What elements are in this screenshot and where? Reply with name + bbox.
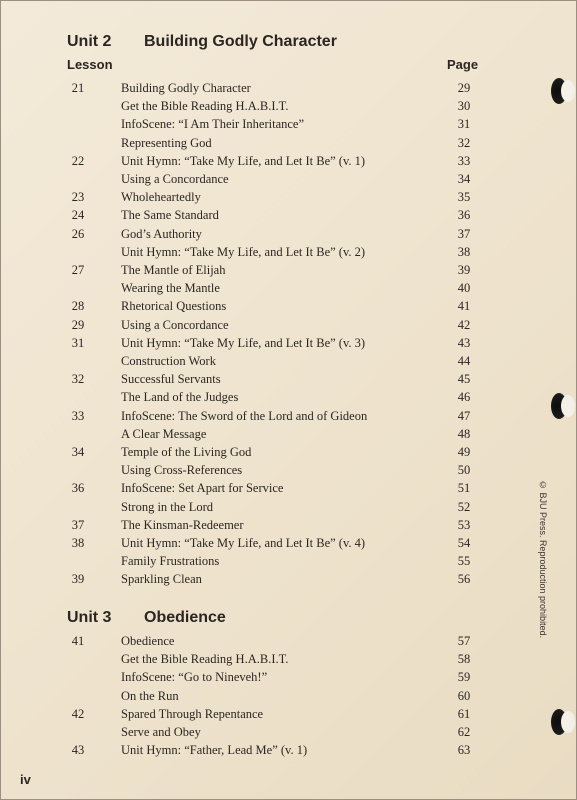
lesson-number: 32	[71, 372, 85, 387]
entry-title: Sparkling Clean	[121, 572, 202, 587]
lesson-number: 33	[71, 408, 85, 423]
toc-entry	[0, 170, 577, 188]
toc-entry	[0, 705, 577, 723]
entry-page: 63	[457, 743, 471, 758]
entry-title: Rhetorical Questions	[121, 299, 227, 314]
entry-title: Unit Hymn: “Take My Life, and Let It Be” (v. 3)	[121, 335, 366, 350]
entry-page: 37	[457, 226, 471, 241]
copyright-notice: © BJU Press. Reproduction prohibited.	[538, 480, 548, 639]
toc-entry	[0, 632, 577, 650]
toc-entry	[0, 243, 577, 261]
lesson-number: 34	[71, 445, 85, 459]
entry-title: Representing God	[121, 135, 212, 150]
toc-entry	[0, 134, 577, 152]
lesson-number: 26	[71, 226, 85, 241]
lesson-number: 37	[71, 517, 85, 532]
unit-2-header	[67, 33, 337, 57]
toc-entry	[0, 316, 577, 334]
toc-entry	[0, 261, 577, 279]
toc-entry	[0, 206, 577, 224]
entry-title: A Clear Message	[121, 426, 207, 441]
lesson-column-header: Lesson	[67, 57, 113, 72]
entry-title: Using Cross-References	[121, 463, 243, 478]
toc-entry	[0, 516, 577, 534]
entry-page: 40	[457, 281, 471, 296]
unit-number: Unit 2	[67, 33, 112, 50]
toc-entry	[0, 115, 577, 133]
page-number: iv	[20, 772, 31, 787]
entry-page: 35	[457, 190, 471, 205]
lesson-number: 28	[71, 299, 85, 314]
lesson-number: 41	[71, 634, 85, 648]
toc-entry	[0, 79, 577, 97]
punch-hole	[551, 78, 567, 104]
entry-title: Unit Hymn: “Take My Life, and Let It Be” (v. 4)	[121, 536, 366, 550]
entry-title: Obedience	[121, 634, 175, 648]
entry-page: 47	[457, 408, 471, 423]
lesson-number: 43	[71, 743, 85, 758]
entry-title: Wearing the Mantle	[121, 281, 220, 296]
unit-3-header	[67, 609, 226, 633]
toc-entry	[0, 650, 577, 668]
lesson-number: 36	[71, 481, 85, 496]
entry-page: 55	[457, 554, 471, 569]
lesson-number: 27	[71, 263, 85, 277]
toc-entry	[0, 297, 577, 315]
entry-page: 45	[457, 372, 471, 387]
entry-page: 30	[457, 99, 471, 114]
unit-number: Unit 3	[67, 609, 112, 626]
entry-title: InfoScene: “I Am Their Inheritance”	[121, 117, 305, 132]
toc-entry	[0, 352, 577, 370]
entry-title: Successful Servants	[121, 372, 221, 387]
entry-title: Get the Bible Reading H.A.B.I.T.	[121, 99, 289, 114]
entry-page: 42	[457, 317, 471, 332]
unit-title: Obedience	[144, 609, 226, 626]
toc-entry	[0, 479, 577, 497]
punch-hole	[551, 393, 567, 419]
entry-title: Using a Concordance	[121, 317, 229, 332]
entry-page: 60	[457, 688, 471, 703]
entry-page: 61	[457, 706, 471, 721]
entry-page: 51	[457, 481, 471, 496]
entry-page: 59	[457, 670, 471, 685]
entry-page: 39	[457, 263, 471, 277]
toc-entry	[0, 225, 577, 243]
entry-page: 44	[457, 354, 471, 368]
entry-title: Unit Hymn: “Father, Lead Me” (v. 1)	[121, 743, 308, 758]
toc-entry	[0, 687, 577, 705]
toc-entry	[0, 279, 577, 297]
entry-page: 46	[457, 390, 471, 405]
entry-page: 41	[457, 299, 471, 314]
entry-title: The Kinsman-Redeemer	[121, 517, 244, 532]
entry-title: InfoScene: The Sword of the Lord and of Gideon	[121, 408, 368, 423]
entry-page: 54	[457, 536, 471, 550]
entry-title: Using a Concordance	[121, 172, 229, 186]
toc-entry	[0, 97, 577, 115]
entry-title: The Mantle of Elijah	[121, 263, 226, 277]
entry-title: Temple of the Living God	[121, 445, 252, 459]
entry-page: 53	[457, 517, 471, 532]
toc-entry	[0, 570, 577, 588]
lesson-number: 29	[71, 317, 85, 332]
entry-title: InfoScene: “Go to Nineveh!”	[121, 670, 268, 685]
entry-title: Building Godly Character	[121, 81, 251, 95]
toc-entry	[0, 425, 577, 443]
entry-page: 52	[457, 499, 471, 514]
toc-entry	[0, 552, 577, 570]
entry-title: Family Frustrations	[121, 554, 220, 569]
entry-title: Get the Bible Reading H.A.B.I.T.	[121, 652, 289, 667]
toc-entry	[0, 407, 577, 425]
entry-title: Wholeheartedly	[121, 190, 201, 205]
toc-entry	[0, 388, 577, 406]
entry-page: 56	[457, 572, 471, 587]
lesson-number: 23	[71, 190, 85, 205]
entry-title: Spared Through Repentance	[121, 706, 264, 721]
entry-title: The Land of the Judges	[121, 390, 239, 405]
lesson-number: 31	[71, 335, 85, 350]
lesson-number: 38	[71, 536, 85, 550]
toc-entry	[0, 152, 577, 170]
entry-title: On the Run	[121, 688, 179, 703]
entry-page: 33	[457, 153, 471, 168]
lesson-number: 42	[71, 706, 85, 721]
toc-entry	[0, 723, 577, 741]
lesson-number: 21	[71, 81, 85, 95]
lesson-number: 22	[71, 153, 85, 168]
toc-entry	[0, 741, 577, 759]
lesson-number: 24	[71, 208, 85, 223]
entry-page: 32	[457, 135, 471, 150]
toc-entry	[0, 461, 577, 479]
entry-page: 34	[457, 172, 471, 186]
entry-page: 31	[457, 117, 471, 132]
entry-title: The Same Standard	[121, 208, 219, 223]
entry-title: Unit Hymn: “Take My Life, and Let It Be” (v. 1)	[121, 153, 366, 168]
toc-entry	[0, 498, 577, 516]
toc-entry	[0, 188, 577, 206]
unit-title: Building Godly Character	[144, 33, 337, 50]
entry-page: 49	[457, 445, 471, 459]
toc-entry	[0, 334, 577, 352]
page-column-header: Page	[447, 57, 479, 72]
toc-entry	[0, 668, 577, 686]
entry-page: 48	[457, 426, 471, 441]
entry-title: Construction Work	[121, 354, 216, 368]
toc-entry	[0, 534, 577, 552]
entry-page: 29	[457, 81, 471, 95]
entry-title: Strong in the Lord	[121, 499, 214, 514]
punch-hole	[551, 709, 567, 735]
lesson-number: 39	[71, 572, 85, 587]
entry-page: 58	[457, 652, 471, 667]
toc-entry	[0, 370, 577, 388]
entry-page: 57	[457, 634, 471, 648]
entry-title: Unit Hymn: “Take My Life, and Let It Be” (v. 2)	[121, 244, 366, 259]
entry-page: 43	[457, 335, 471, 350]
entry-page: 62	[457, 725, 471, 739]
entry-page: 36	[457, 208, 471, 223]
toc-entry	[0, 443, 577, 461]
entry-title: InfoScene: Set Apart for Service	[121, 481, 284, 496]
entry-title: God’s Authority	[121, 226, 202, 241]
entry-page: 38	[457, 244, 471, 259]
entry-page: 50	[457, 463, 471, 478]
entry-title: Serve and Obey	[121, 725, 201, 739]
